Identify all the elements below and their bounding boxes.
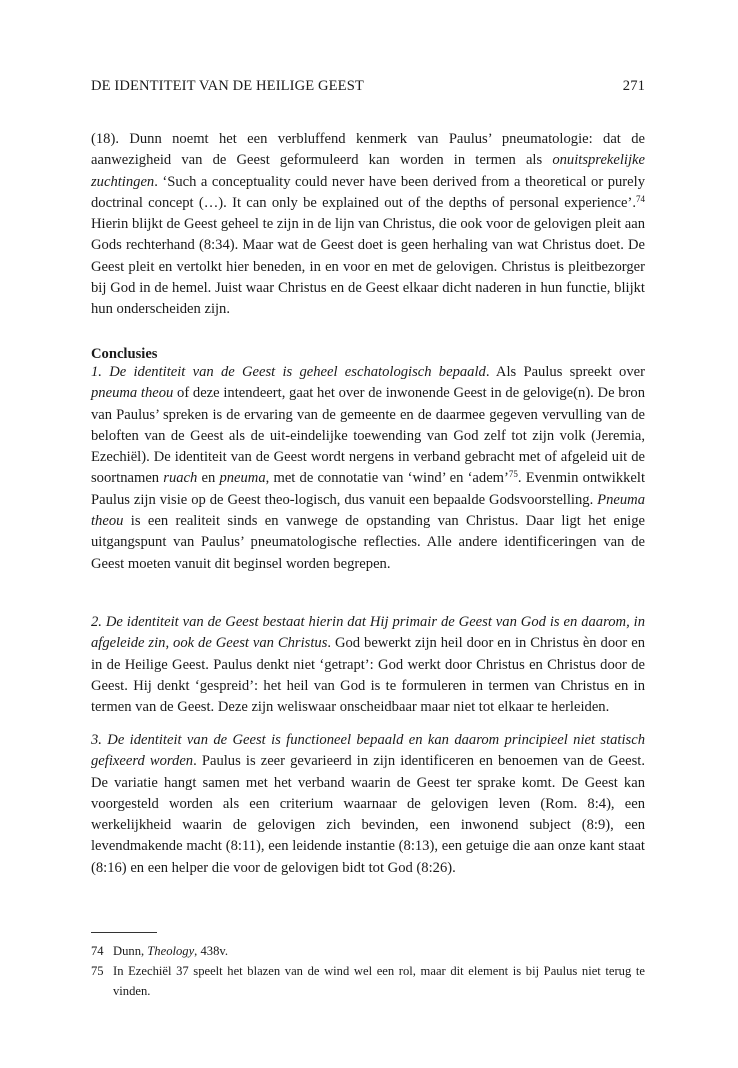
text-run: , met de connotatie van ‘wind’ en ‘adem’: [265, 470, 509, 487]
italic-run: ruach: [163, 470, 198, 487]
text-run: en: [197, 470, 220, 487]
text-run: of deze intendeert, gaat het over de inwonende Geest in de gelovige(n). De bron van Paulus’ spreken is de ervaring van de gemeente en de daarmee gegeven vervulling van de beloften van de Geest als de uit-eindelijke toewending van God zelf tot zijn volk (Jeremia, Ezechiël). De identiteit van de Geest wordt nergens in verband gebracht met of afgeleid uit de soortnamen: [91, 385, 646, 487]
italic-run: 3. De identiteit van de Geest is functioneel bepaald en kan daarom principieel niet statisch gefixeerd worden: [91, 732, 645, 770]
text-run: . ‘Such a conceptuality could never have been derived from a theoretical or purely doctrinal concept (…). It can only be explained out of the depths of personal experience’.: [91, 173, 645, 211]
italic-run: Pneuma theou: [91, 491, 645, 530]
italic-run: 2. De identiteit van de Geest bestaat hierin dat Hij primair de Geest van God is en daarom, in afgeleide zin, ook de Geest van Christus: [91, 614, 645, 652]
section-heading: Conclusies: [91, 346, 158, 362]
text-run: Dunn,: [113, 944, 148, 958]
text-run: . Paulus is zeer gevarieerd in zijn identificeren en benoemen van de Geest. De variatie hangt samen met het verband waarin de Geest ter sprake komt. De Geest kan voorgesteld worden als een criterium waarnaar de gelovigen leven (Rom. 8:4), een werkelijkheid waarin de gelovigen zich bevinden, een inwonend subject (8:9), een levendmakende macht (8:11), een leidende instantie (8:13), een getuige die aan onze kant staat (8:16) en een helper die voor de gelovigen bidt tot God (8:26).: [91, 753, 645, 876]
italic-run: Theology: [147, 944, 195, 958]
italic-run: pneuma: [219, 470, 266, 487]
footnote-text: [91, 942, 645, 962]
footnote-ref-75[interactable]: 75: [508, 469, 518, 480]
running-header: [91, 78, 645, 100]
italic-run: 1. De identiteit van de Geest is geheel eschatologisch bepaald: [91, 364, 486, 380]
footnote-text: In Ezechiël 37 speelt het blazen van de wind wel een rol, maar dit element is bij Paulus niet terug te vinden.: [113, 964, 645, 998]
footnote-rule: [91, 932, 157, 933]
text-run: (18). Dunn noemt het een verbluffend kenmerk van Paulus’ pneumatologie: dat de aanwezigheid van de Geest geformuleerd kan worden in termen als: [91, 131, 645, 169]
conclusion-2: [91, 612, 645, 718]
footnote-number: 74: [91, 944, 104, 958]
footnote-ref-74[interactable]: 74: [636, 193, 645, 204]
running-title: DE IDENTITEIT VAN DE HEILIGE GEEST: [91, 78, 364, 94]
conclusion-1: [91, 362, 645, 575]
footnote-75: [91, 962, 645, 1001]
conclusion-3: [91, 730, 645, 879]
footnote-74: [91, 942, 645, 962]
text-run: is een realiteit sinds en vanwege de opstanding van Christus. Daar ligt het enige uitgangspunt van Paulus’ pneumatologische reflecties. Alle andere identificeringen van de Geest moeten vanuit dit beginsel worden begrepen.: [91, 513, 645, 572]
italic-run: pneuma theou: [91, 385, 174, 402]
text-run: . Als Paulus spreekt over: [485, 364, 645, 380]
text-run: . Evenmin ontwikkelt Paulus zijn visie op de Geest theo-logisch, dus vanuit een bepaalde Godsvoorstelling.: [91, 470, 645, 508]
paragraph-1: [91, 129, 645, 321]
text-run: , 438v.: [194, 944, 228, 958]
text-run: . God bewerkt zijn heil door en in Christus èn door en in de Heilige Geest. Paulus denkt niet ‘getrapt’: God werkt door Christus en Christus door de Geest. Hij denkt ‘gespreid’: het heil van God is te formuleren in termen van Christus en in termen van de Geest. Deze zijn weliswaar onscheidbaar maar niet tot elkaar te herleiden.: [91, 635, 645, 716]
text-run: Hierin blijkt de Geest geheel te zijn in de lijn van Christus, die ook voor de gelovigen pleit aan Gods rechterhand (8:34). Maar wat de Geest doet is geen herhaling van wat Christus doet. De Geest pleit en vertolkt hier beneden, in en voor en met de gelovigen. Christus is pleitbezorger bij God in de hemel. Juist waar Christus en de Geest elkaar dicht naderen in hun functie, blijkt hun onderscheiden zijn.: [91, 216, 645, 318]
footnote-number: 75: [91, 964, 104, 978]
page-number: 271: [622, 78, 645, 94]
italic-run: onuitsprekelijke zuchtingen: [91, 152, 645, 190]
